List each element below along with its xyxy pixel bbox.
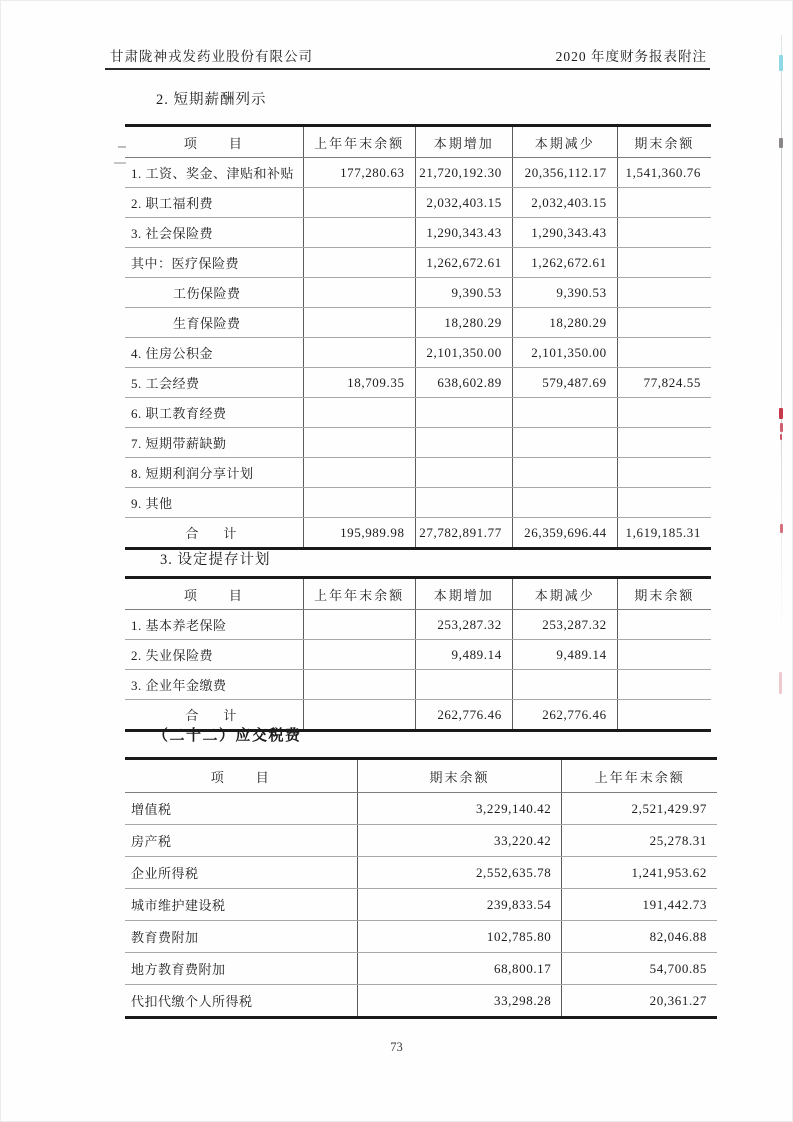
tax-item-label: 增值税 [125, 793, 357, 825]
prev-balance-cell [303, 248, 415, 278]
prev-balance-cell [303, 700, 415, 731]
col-header-increase: 本期增加 [415, 126, 512, 158]
increase-cell [415, 458, 512, 488]
table-row [125, 428, 711, 458]
col-header-increase: 本期增加 [415, 578, 512, 610]
end-balance-cell [617, 338, 711, 368]
decrease-cell [512, 670, 617, 700]
col-header-decrease: 本期减少 [512, 578, 617, 610]
increase-cell: 27,782,891.77 [415, 518, 512, 549]
item-label: 生育保险费 [125, 308, 303, 338]
end-balance-cell: 2,552,635.78 [357, 857, 562, 889]
decrease-cell: 9,489.14 [512, 640, 617, 670]
end-balance-cell: 1,619,185.31 [625, 524, 701, 540]
tax-item-label: 教育费附加 [125, 921, 357, 953]
decrease-cell: 2,032,403.15 [512, 188, 617, 218]
item-label: 3. 社会保险费 [125, 218, 303, 248]
table-total-row [125, 518, 711, 549]
decrease-cell [512, 488, 617, 518]
scan-mark [779, 408, 783, 419]
table-row [125, 921, 717, 953]
item-label: 6. 职工教育经费 [125, 398, 303, 428]
decrease-cell: 18,280.29 [512, 308, 617, 338]
end-balance-cell [617, 428, 711, 458]
scan-mark [780, 524, 783, 533]
table-row [125, 610, 711, 640]
prev-balance-cell [303, 218, 415, 248]
company-name: 甘肃陇神戎发药业股份有限公司 [110, 49, 313, 64]
increase-cell: 21,720,192.30 [415, 158, 512, 188]
decrease-cell: 262,776.46 [512, 700, 617, 731]
scan-edge-line [781, 35, 782, 635]
table-row [125, 793, 717, 825]
decrease-cell [512, 398, 617, 428]
document-header [110, 45, 707, 65]
end-balance-cell: 102,785.80 [357, 921, 562, 953]
prev-balance-cell [303, 308, 415, 338]
scan-mark [779, 672, 782, 694]
table-row [125, 640, 711, 670]
table-row [125, 398, 711, 428]
increase-cell: 1,290,343.43 [415, 218, 512, 248]
end-balance-cell [617, 278, 711, 308]
prev-balance-cell [303, 338, 415, 368]
increase-cell: 9,390.53 [415, 278, 512, 308]
col-header-item: 项 目 [125, 759, 357, 793]
prev-balance-cell [303, 188, 415, 218]
end-balance-cell: 3,229,140.42 [357, 793, 562, 825]
decrease-cell: 579,487.69 [512, 368, 617, 398]
table-row [125, 248, 711, 278]
increase-cell: 1,262,672.61 [415, 248, 512, 278]
end-balance-cell: 239,833.54 [357, 889, 562, 921]
increase-cell: 2,032,403.15 [415, 188, 512, 218]
section-title-short-term-compensation: 2. 短期薪酬列示 [156, 92, 267, 108]
end-balance-cell [617, 308, 711, 338]
col-header-end-balance: 期末余额 [617, 126, 711, 158]
tax-item-label: 城市维护建设税 [125, 889, 357, 921]
prev-balance-cell: 177,280.63 [303, 158, 415, 188]
decrease-cell: 20,356,112.17 [512, 158, 617, 188]
table-row [125, 188, 711, 218]
table-row [125, 953, 717, 985]
col-header-prev-balance: 上年年末余额 [303, 578, 415, 610]
end-balance-cell: 68,800.17 [357, 953, 562, 985]
col-header-item: 项 目 [125, 578, 303, 610]
decrease-cell: 9,390.53 [512, 278, 617, 308]
end-balance-cell [617, 670, 711, 700]
scan-mark [779, 55, 783, 71]
total-label: 合 计 [125, 700, 303, 731]
col-header-end-balance: 期末余额 [357, 759, 562, 793]
short-term-compensation-table [125, 124, 711, 550]
table-row [125, 985, 717, 1018]
item-label: 7. 短期带薪缺勤 [125, 428, 303, 458]
table-row [125, 338, 711, 368]
item-label: 9. 其他 [125, 488, 303, 518]
table-row [125, 278, 711, 308]
prev-balance-cell: 54,700.85 [562, 953, 717, 985]
scan-mark [779, 138, 783, 148]
prev-balance-cell [303, 398, 415, 428]
end-balance-cell [617, 398, 711, 428]
increase-cell: 9,489.14 [415, 640, 512, 670]
end-balance-cell [617, 640, 711, 670]
scan-mark [780, 434, 782, 440]
col-header-decrease: 本期减少 [512, 126, 617, 158]
end-balance-cell [617, 248, 711, 278]
document-title: 2020 年度财务报表附注 [555, 49, 707, 64]
col-header-item: 项 目 [125, 126, 303, 158]
prev-balance-cell [303, 610, 415, 640]
table-row [125, 825, 717, 857]
table-row [125, 488, 711, 518]
col-header-end-balance: 期末余额 [617, 578, 711, 610]
item-label: 2. 失业保险费 [125, 640, 303, 670]
item-label: 4. 住房公积金 [125, 338, 303, 368]
increase-cell [415, 670, 512, 700]
item-label: 5. 工会经费 [125, 368, 303, 398]
increase-cell [415, 428, 512, 458]
end-balance-cell [617, 488, 711, 518]
item-label: 工伤保险费 [125, 278, 303, 308]
tax-item-label: 房产税 [125, 825, 357, 857]
end-balance-cell [617, 610, 711, 640]
end-balance-cell [617, 218, 711, 248]
prev-balance-cell [303, 488, 415, 518]
taxes-payable-table [125, 757, 717, 1019]
decrease-cell: 26,359,696.44 [512, 518, 617, 549]
prev-balance-cell: 18,709.35 [303, 368, 415, 398]
tax-item-label: 企业所得税 [125, 857, 357, 889]
header-divider [105, 68, 710, 70]
prev-balance-cell [303, 458, 415, 488]
item-label: 1. 工资、奖金、津贴和补贴 [125, 158, 303, 188]
scan-artifact [114, 162, 126, 164]
prev-balance-cell: 191,442.73 [562, 889, 717, 921]
scan-mark [780, 423, 783, 432]
table-row [125, 368, 711, 398]
prev-balance-cell: 2,521,429.97 [562, 793, 717, 825]
end-balance-cell [617, 700, 711, 731]
increase-cell: 2,101,350.00 [415, 338, 512, 368]
table-header-row [125, 578, 711, 610]
tax-item-label: 地方教育费附加 [125, 953, 357, 985]
prev-balance-cell: 195,989.98 [303, 518, 415, 549]
decrease-cell: 253,287.32 [512, 610, 617, 640]
page-number: 73 [390, 1040, 403, 1054]
col-header-prev-balance: 上年年末余额 [303, 126, 415, 158]
item-label: 2. 职工福利费 [125, 188, 303, 218]
end-balance-cell: 33,220.42 [357, 825, 562, 857]
increase-cell [415, 488, 512, 518]
prev-balance-cell [303, 640, 415, 670]
item-label: 3. 企业年金缴费 [125, 670, 303, 700]
end-balance-cell: 1,541,360.76 [617, 158, 711, 188]
table-row [125, 670, 711, 700]
tax-item-label: 代扣代缴个人所得税 [125, 985, 357, 1018]
prev-balance-cell: 82,046.88 [562, 921, 717, 953]
table-row [125, 889, 717, 921]
increase-cell: 262,776.46 [415, 700, 512, 731]
prev-balance-cell: 25,278.31 [562, 825, 717, 857]
section-title-taxes-payable: （二十二）应交税费 [153, 728, 302, 744]
section-title-defined-contribution: 3. 设定提存计划 [160, 552, 271, 568]
table-header-row [125, 759, 717, 793]
decrease-cell [512, 428, 617, 458]
total-label: 合 计 [125, 518, 303, 549]
item-label: 8. 短期利润分享计划 [125, 458, 303, 488]
item-label: 1. 基本养老保险 [125, 610, 303, 640]
item-label: 其中：医疗保险费 [125, 248, 303, 278]
prev-balance-cell: 20,361.27 [649, 992, 707, 1008]
col-header-prev-balance: 上年年末余额 [562, 759, 717, 793]
prev-balance-cell: 1,241,953.62 [562, 857, 717, 889]
decrease-cell: 1,262,672.61 [512, 248, 617, 278]
increase-cell: 18,280.29 [415, 308, 512, 338]
prev-balance-cell [303, 278, 415, 308]
increase-cell: 638,602.89 [415, 368, 512, 398]
decrease-cell [512, 458, 617, 488]
prev-balance-cell [303, 428, 415, 458]
scan-artifact [118, 146, 126, 148]
table-row [125, 857, 717, 889]
end-balance-cell: 77,824.55 [617, 368, 711, 398]
decrease-cell: 1,290,343.43 [512, 218, 617, 248]
end-balance-cell: 33,298.28 [357, 985, 562, 1018]
decrease-cell: 2,101,350.00 [512, 338, 617, 368]
increase-cell [415, 398, 512, 428]
defined-contribution-table [125, 576, 711, 732]
table-header-row [125, 126, 711, 158]
table-row [125, 308, 711, 338]
increase-cell: 253,287.32 [415, 610, 512, 640]
end-balance-cell [617, 188, 711, 218]
table-row [125, 458, 711, 488]
table-row [125, 218, 711, 248]
prev-balance-cell [303, 670, 415, 700]
end-balance-cell [617, 458, 711, 488]
table-row [125, 158, 711, 188]
